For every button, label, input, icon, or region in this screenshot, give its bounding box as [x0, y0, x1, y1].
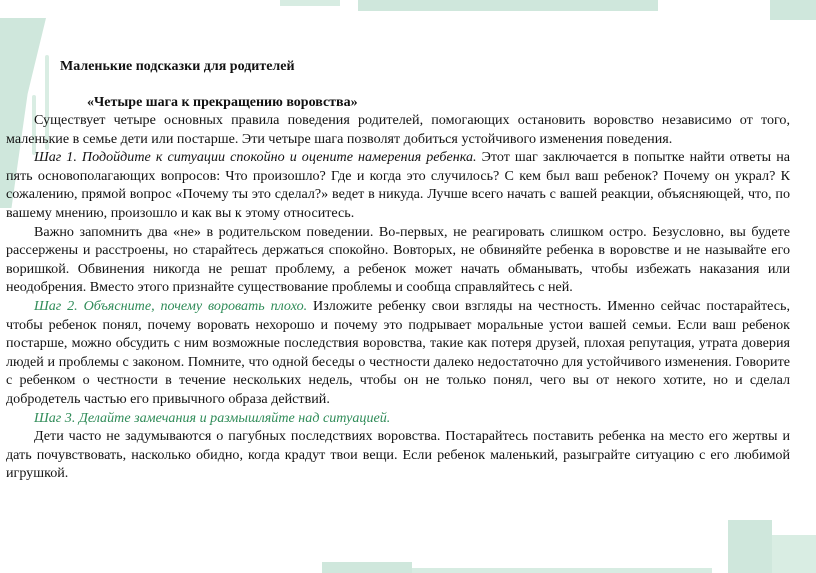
decor-corner-bottom-right	[728, 520, 772, 573]
paragraph-consequences: Дети часто не задумываются о пагубных последствиях воровства. Постарайтесь поставить ребенка на место его жертвы и дать почувствовать, насколько обидно, когда крадут твои вещи. Если ребенок маленький, разыграйте ситуацию с его любимой игрушкой.	[6, 428, 790, 482]
decor-corner-bottom-right-2	[772, 535, 816, 573]
page-subtitle: «Четыре шага к прекращению воровства»	[87, 95, 358, 110]
step2-paragraph	[6, 297, 790, 409]
step1-heading: Шаг 1. Подойдите к ситуации спокойно и оцените намерения ребенка.	[34, 149, 477, 166]
decor-bar-bottom-long	[412, 568, 712, 573]
intro-paragraph: Существует четыре основных правила поведения родителей, помогающих остановить воровство независимо от того, маленькие в семье дети или постарше. Эти четыре шага позволят добиться устойчивого изменения поведения.	[6, 112, 790, 147]
page-title: Маленькие подсказки для родителей	[60, 59, 295, 74]
step3-heading: Шаг 3. Делайте замечания и размышляйте над ситуацией.	[34, 409, 391, 426]
step2-text: Изложите ребенку свои взгляды на честность. Именно сейчас постарайтесь, чтобы ребенок понял, почему воровать нехорошо и почему это подрывает моральные устои вашей семьи. Если ваш ребенок постарше, можно обсудить с ним возможные последствия воровства, такие как потеря друзей, плохая репутация, утрата доверия людей и проблемы с законом. Помните, что одной беседы о честности далеко недостаточно для устойчивого изменения. Говорите с ребенком о честности в течение нескольких недель, чтобы он не только понял, чего вы от некого хотите, но и сделал добродетель частью его привычного образа действий.	[6, 297, 790, 407]
decor-corner-top-right	[770, 0, 816, 20]
decor-bar-bottom	[322, 562, 412, 573]
paragraph-two-nots: Важно запомнить два «не» в родительском поведении. Во-первых, не реагировать слишком остро. Безусловно, вы будете рассержены и расстроены, но старайтесь держаться спокойно. Вовторых, не обвиняйте ребенка в воровстве и не называйте его воришкой. Обвинения никогда не решат проблему, а ребенок может начать обманывать, чтобы избежать наказания или неодобрения. Вместо этого признайте существование проблемы и сообща справляйтесь с ней.	[6, 223, 790, 296]
decor-bar-top	[358, 0, 658, 11]
step1-paragraph	[6, 148, 790, 222]
step1-text: Этот шаг заключается в попытке найти ответы на пять основополагающих вопросов: Что произошло? Где и когда это случилось? С кем был ваш ребенок? Почему он украл? К сожалению, прямой вопрос «Почему ты это сделал?» ведет в никуда. Лучше всего начать с вашей реакции, объясняющей, что, по вашему мнению, произошло и как вы к этому относитесь.	[6, 149, 790, 221]
step3-paragraph	[6, 409, 790, 428]
article-text	[6, 111, 790, 483]
step2-heading: Шаг 2. Объясните, почему воровать плохо.	[34, 297, 308, 314]
decor-bar-top-small	[280, 0, 340, 6]
